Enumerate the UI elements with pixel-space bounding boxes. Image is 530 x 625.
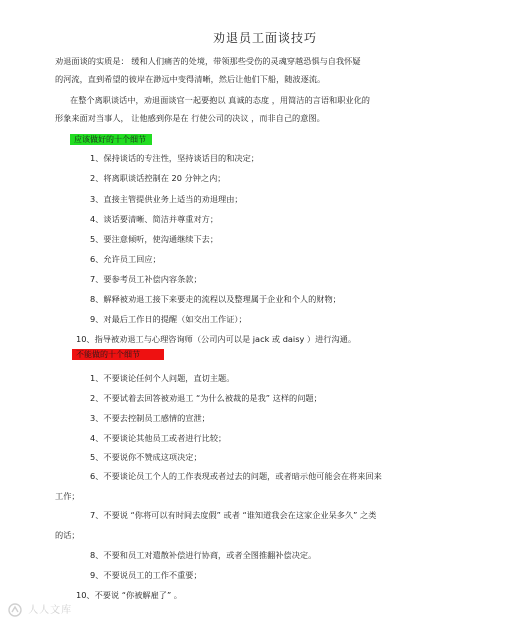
bad-item-9: 9、不要说员工的工作不重要； xyxy=(90,570,202,580)
bad-item-5: 5、不要说你不赞成这项决定； xyxy=(90,452,202,462)
good-item-4: 4、谈话要清晰、简洁并尊重对方； xyxy=(90,214,219,224)
section-bad-heading xyxy=(72,349,164,360)
good-item-9: 9、对最后工作日的提醒（如交出工作证）； xyxy=(90,314,247,324)
section-good-heading-text: 应该做好的十个细节 xyxy=(74,135,146,144)
good-item-2: 2、将离职谈话控制在 20 分钟之内； xyxy=(90,173,226,183)
section-good-heading xyxy=(70,134,152,145)
good-item-5: 5、要注意倾听，使沟通继续下去； xyxy=(90,234,219,244)
good-item-3: 3、直接主管提供业务上适当的劝退理由； xyxy=(90,194,243,204)
intro-line-2: 的河流，直到希望的彼岸在渺远中变得清晰，然后让他们下船，随波逐流。 xyxy=(55,74,326,84)
good-item-10: 10、指导被劝退工与心理咨询师（公司内可以是 jack 或 daisy ）进行沟通。 xyxy=(76,334,357,344)
section-bad-heading-text: 不能做的十个细节 xyxy=(76,350,140,359)
bad-item-7-continued: 的话； xyxy=(55,530,80,540)
bad-item-6: 6、不要谈论员工个人的工作表现或者过去的问题，或者暗示他可能会在将来回来 xyxy=(90,471,382,481)
good-item-7: 7、要参考员工补偿内容条款； xyxy=(90,274,202,284)
bad-item-10: 10、不要说 “你被解雇了” 。 xyxy=(76,590,182,600)
good-item-6: 6、允许员工回应； xyxy=(90,254,161,264)
watermark xyxy=(8,601,72,617)
watermark-logo-icon xyxy=(8,605,28,616)
doc-title: 劝退员工面谈技巧 xyxy=(212,31,317,45)
bad-item-7: 7、不要说 “你将可以有时间去度假” 或者 “谁知道我会在这家企业呆多久” 之类 xyxy=(90,510,377,520)
bad-item-6-continued: 工作； xyxy=(55,491,80,501)
intro-line-3: 在整个离职谈话中，劝退面谈官一起要抱以 真诚的态度 ，用简洁的言语和职业化的 xyxy=(70,95,370,105)
watermark-text: 人人文库 xyxy=(28,605,73,616)
bad-item-3: 3、不要去控制员工感情的宣泄； xyxy=(90,413,210,423)
good-item-8: 8、解释被劝退工接下来要走的流程以及整理属于企业和个人的财物； xyxy=(90,294,341,304)
bad-item-8: 8、不要和员工对遣散补偿进行协商，或者全图推翻补偿决定。 xyxy=(90,550,317,560)
bad-item-1: 1、不要谈论任何个人问题，直切主题。 xyxy=(90,373,235,383)
bad-item-4: 4、不要谈论其他员工或者进行比较； xyxy=(90,433,227,443)
bad-item-2: 2、不要试着去回答被劝退工 “为什么被裁的是我” 这样的问题； xyxy=(90,393,322,403)
intro-line-4: 形象来面对当事人， 让他感到你是在 行使公司的决议 ，而非自己的意图。 xyxy=(55,113,325,123)
good-item-1: 1、保持谈话的专注性，坚持谈话目的和决定； xyxy=(90,153,259,163)
intro-line-1: 劝退面谈的实质是： 缓和人们痛苦的处境，带领那些受伤的灵魂穿越恐惧与自我怀疑 xyxy=(55,56,361,66)
